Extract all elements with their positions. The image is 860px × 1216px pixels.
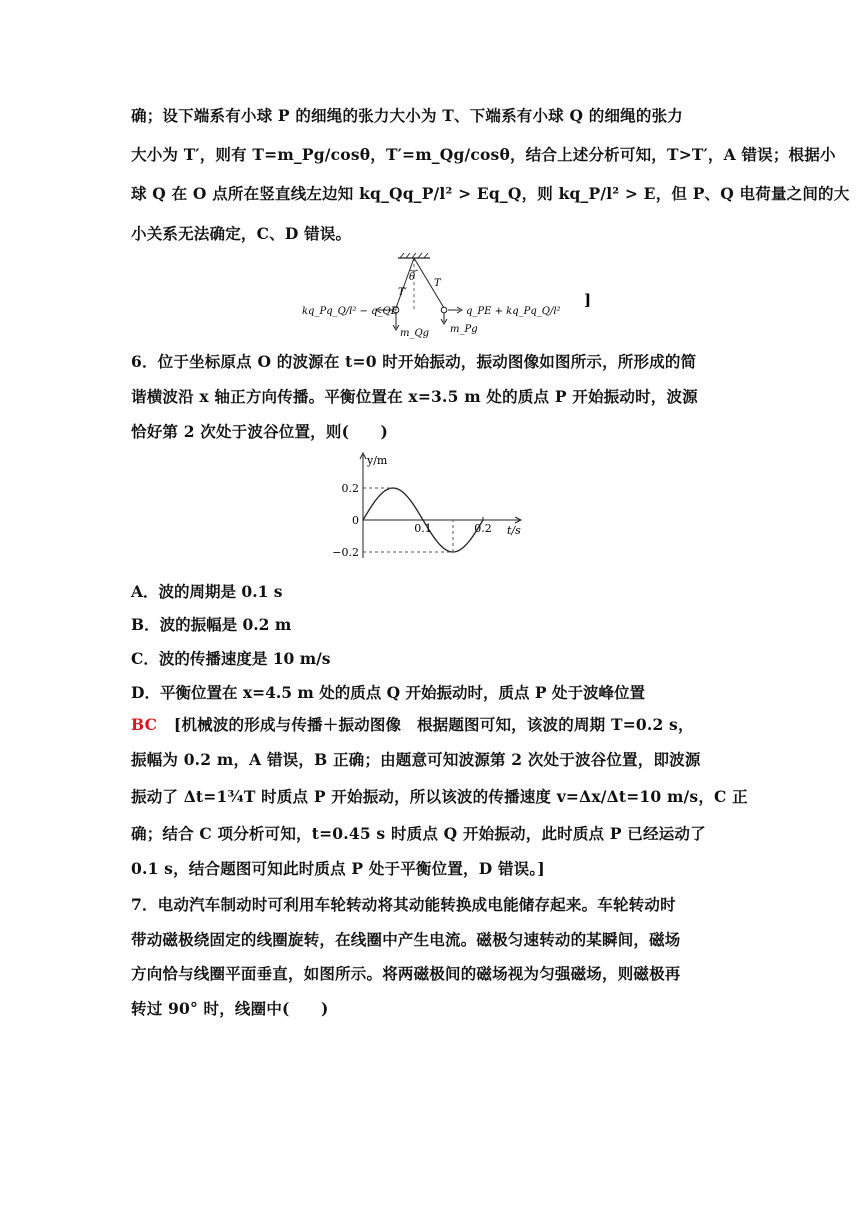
prev-answer-line-3: 球 Q 在 O 点所在竖直线左边知 kq_Qq_P/l² > Eq_Q，则 kq_P/l² > E，但 P、Q 电荷量之间的大 xyxy=(131,184,850,203)
y-tick-label: 0 xyxy=(352,514,359,527)
q6-option-a: A．波的周期是 0.1 s xyxy=(131,582,283,601)
left-force-label: kq_Pq_Q/l² − q_QE xyxy=(302,306,399,317)
vibration-graph xyxy=(330,450,530,565)
weight-right-label: m_Pg xyxy=(450,324,478,335)
prev-answer-line-1: 确；设下端系有小球 P 的细绳的张力大小为 T、下端系有小球 Q 的细绳的张力 xyxy=(131,106,683,125)
q7-stem-line-2: 带动磁极绕固定的线圈旋转，在线圈中产生电流。磁极匀速转动的某瞬间，磁场 xyxy=(131,930,681,949)
q6-answer-label: BC xyxy=(131,715,158,734)
q6-analysis-line-3: 振动了 Δt=1¾T 时质点 P 开始振动，所以该波的传播速度 v=Δx/Δt=10 m/s，C 正 xyxy=(131,787,748,806)
q6-analysis-line-4: 确；结合 C 项分析可知，t=0.45 s 时质点 Q 开始振动，此时质点 P 已经运动了 xyxy=(131,824,706,843)
q6-option-c: C．波的传播速度是 10 m/s xyxy=(131,649,331,668)
q6-stem-line-2: 谐横波沿 x 轴正方向传播。平衡位置在 x=3.5 m 处的质点 P 开始振动时，波源 xyxy=(131,387,698,406)
q6-option-d: D．平衡位置在 x=4.5 m 处的质点 Q 开始振动时，质点 P 处于波峰位置 xyxy=(131,683,645,702)
x-axis-label: t/s xyxy=(507,524,521,537)
q6-analysis-text-1: [机械波的形成与传播＋振动图像 根据题图可知，该波的周期 T=0.2 s， xyxy=(173,715,694,734)
q6-option-b: B．波的振幅是 0.2 m xyxy=(131,615,292,634)
right-force-label: q_PE + kq_Pq_Q/l² xyxy=(466,306,561,317)
x-tick-label: 0.1 xyxy=(414,522,432,535)
y-tick-label: −0.2 xyxy=(332,546,359,559)
tension-left-label: T′ xyxy=(398,287,407,298)
y-tick-label: 0.2 xyxy=(341,482,359,495)
tension-right-label: T xyxy=(434,278,441,289)
q7-stem-line-1: 7．电动汽车制动时可利用车轮转动将其动能转换成电能储存起来。车轮转动时 xyxy=(131,895,676,914)
q6-analysis-line-5: 0.1 s，结合题图可知此时质点 P 处于平衡位置，D 错误。] xyxy=(131,859,545,878)
q7-stem-line-3: 方向恰与线圈平面垂直，如图所示。将两磁极间的磁场视为匀强磁场，则磁极再 xyxy=(131,964,681,983)
prev-answer-line-2: 大小为 T′，则有 T=m_Pg/cosθ，T′=m_Qg/cosθ，结合上述分析可知，T>T′，A 错误；根据小 xyxy=(131,145,836,164)
q7-stem-line-4: 转过 90° 时，线圈中( ) xyxy=(131,999,329,1018)
weight-left-label: m_Qg xyxy=(400,328,430,339)
theta-label: θ xyxy=(409,272,416,283)
q6-stem-line-1: 6．位于坐标原点 O 的波源在 t=0 时开始振动，振动图像如图所示，所形成的简 xyxy=(131,352,697,371)
y-axis-label: y/m xyxy=(367,454,388,467)
prev-answer-line-4: 小关系无法确定，C、D 错误。 xyxy=(131,224,352,243)
closing-bracket: ] xyxy=(584,291,592,309)
q6-analysis-line-2: 振幅为 0.2 m，A 错误，B 正确；由题意可知波源第 2 次处于波谷位置，即波源 xyxy=(131,750,701,769)
force-diagram xyxy=(300,252,600,342)
q6-analysis-line-1 xyxy=(131,713,694,735)
x-tick-label: 0.2 xyxy=(474,522,492,535)
q6-stem-line-3: 恰好第 2 次处于波谷位置，则( ) xyxy=(131,422,389,441)
